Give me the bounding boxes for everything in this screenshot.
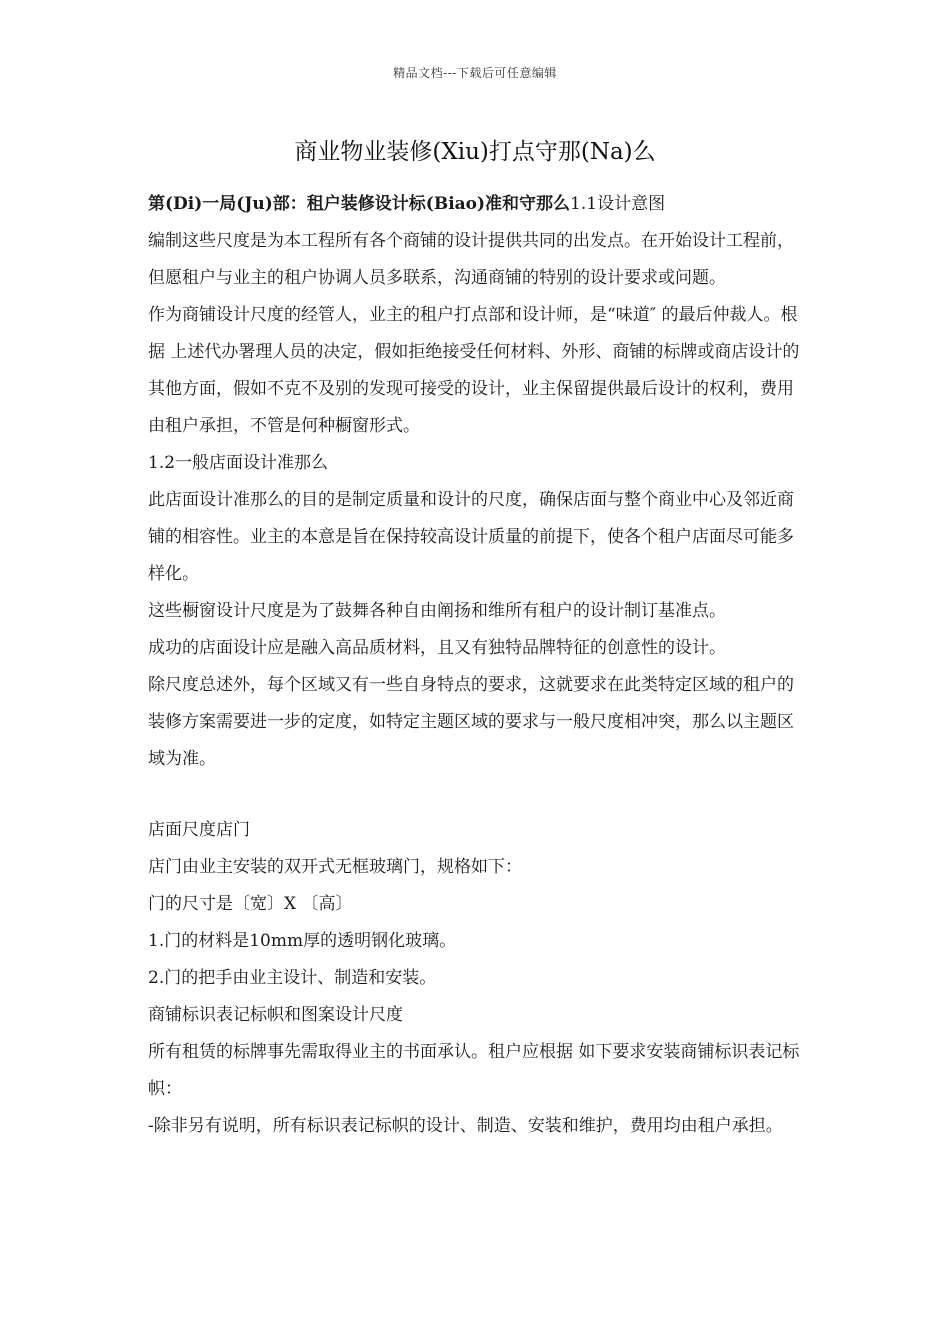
- paragraph-door-size: 门的尺寸是〔宽〕X 〔高〕: [148, 894, 353, 914]
- list-item-door-handle: 2.门的把手由业主设计、制造和安装。: [148, 968, 437, 988]
- paragraph-window-standards: 这些橱窗设计尺度是为了鼓舞各种自由阐扬和维所有租户的设计制订基准点。: [148, 601, 726, 621]
- section-subheading: 1.1设计意图: [570, 194, 666, 214]
- list-item-signage-cost: -除非另有说明，所有标识表记标帜的设计、制造、安装和维护，费用均由租户承担。: [148, 1116, 783, 1136]
- subheading-storefront-door: 店面尺度店门: [148, 820, 250, 840]
- document-body: [148, 186, 808, 1145]
- paragraph-door-spec: 店门由业主安装的双开式无框玻璃门，规格如下：: [148, 857, 522, 877]
- blank-line: [148, 778, 808, 812]
- paragraph-successful-design: 成功的店面设计应是融入高品质材料，且又有独特品牌特征的创意性的设计。: [148, 638, 726, 658]
- document-title: 商业物业装修(Xiu)打点守那(Na)么: [294, 139, 656, 165]
- subheading-general-principles: 1.2一般店面设计准那么: [148, 453, 329, 473]
- section-heading: [148, 186, 808, 223]
- list-item-door-material: 1.门的材料是10mm厚的透明钢化玻璃。: [148, 931, 457, 951]
- paragraph-manager-role: 作为商铺设计尺度的经管人，业主的租户打点部和设计师，是“味道″ 的最后仲裁人。根据 上述代办署理人员的决定，假如拒绝接受任何材料、外形、商铺的标牌或商店设计的其他方面，假如不克不及别的发现可接受的设计，业主保留提供最后设计的权利，费用由租户承担，不管是何种橱窗形式。: [148, 305, 800, 436]
- paragraph-signage-approval: 所有租赁的标牌事先需取得业主的书面承认。租户应根据 如下要求安装商铺标识表记标帜：: [148, 1042, 800, 1099]
- section-heading-bold: 第(Di)一局(Ju)部：租户装修设计标(Biao)准和守那么: [148, 194, 571, 214]
- subheading-signage: 商铺标识表记标帜和图案设计尺度: [148, 1005, 403, 1025]
- paragraph-zone-requirements: 除尺度总述外，每个区域又有一些自身特点的要求，这就要求在此类特定区域的租户的装修方案需要进一步的定度，如特定主题区域的要求与一般尺度相冲突，那么以主题区域为准。: [148, 675, 794, 769]
- page-header-watermark: 精品文档---下载后可任意编辑: [393, 66, 557, 80]
- paragraph-design-intent: 编制这些尺度是为本工程所有各个商铺的设计提供共同的出发点。在开始设计工程前，但愿租户与业主的租户协调人员多联系，沟通商铺的特别的设计要求或问题。: [148, 231, 794, 288]
- paragraph-purpose: 此店面设计准那么的目的是制定质量和设计的尺度，确保店面与整个商业中心及邻近商铺的相容性。业主的本意是旨在保持较高设计质量的前提下，使各个租户店面尽可能多样化。: [148, 490, 794, 584]
